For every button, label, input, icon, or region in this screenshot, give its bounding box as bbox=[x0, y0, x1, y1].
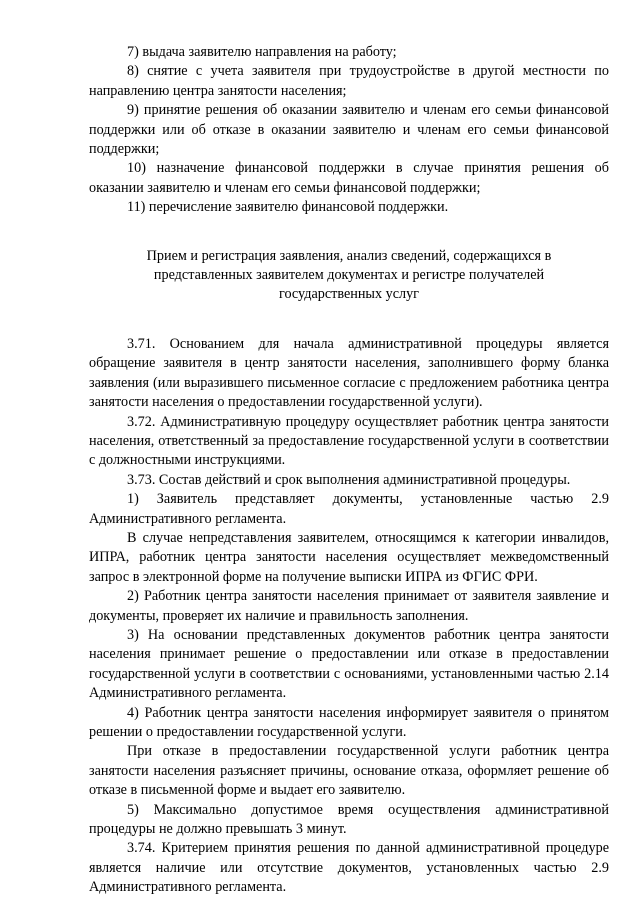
paragraph: 3.74. Критерием принятия решения по данной административной процедуре является наличие или отсутствие документов, установленных частью 2.9 Административного регламента. bbox=[89, 840, 609, 896]
heading-line: представленных заявителем документах и регистре получателей bbox=[153, 267, 545, 284]
list-item: 8) снятие с учета заявителя при трудоустройстве в другой местности по направлению центра занятости населения; bbox=[89, 63, 609, 99]
paragraph: 3) На основании представленных документов работник центра занятости населения принимает решение о предоставлении или отказе в предоставлении государственной услуги в соответствии с основаниями, установленными частью 2.14 Административного регламента. bbox=[89, 626, 609, 702]
paragraph: 5) Максимально допустимое время осуществления административной процедуры не должно превышать 3 минут. bbox=[89, 801, 609, 838]
list-item: 9) принятие решения об оказании заявителю и членам его семьи финансовой поддержки или об отказе в оказании заявителю и членам его семьи финансовой поддержки; bbox=[89, 102, 609, 158]
list-item: 10) назначение финансовой поддержки в случае принятия решения об оказании заявителю и членам его семьи финансовой поддержки; bbox=[89, 160, 609, 196]
paragraph: 4) Работник центра занятости населения информирует заявителя о принятом решении о предоставлении государственной услуги. bbox=[89, 704, 609, 740]
paragraph: В случае непредставления заявителем, относящимся к категории инвалидов, ИПРА, работник центра занятости населения осуществляет межведомственный запрос в электронной форме на получение выписки ИПРА из ФГИС ФРИ. bbox=[89, 529, 609, 585]
heading-line: Прием и регистрация заявления, анализ сведений, содержащихся в bbox=[146, 247, 552, 264]
list-item: 7) выдача заявителю направления на работу; bbox=[127, 44, 397, 60]
paragraph: При отказе в предоставлении государственной услуги работник центра занятости населения разъясняет причины, основание отказа, оформляет решение об отказе в письменной форме и выдает его заявителю. bbox=[89, 743, 609, 799]
paragraph: 1) Заявитель представляет документы, установленные частью 2.9 Административного регламента. bbox=[89, 491, 609, 527]
paragraph: 3.71. Основанием для начала административной процедуры является обращение заявителя в центр занятости населения, заполнившего форму бланка заявления (или выразившего письменное согласие с предложением работника центра занятости населения о предоставлении государственной услуги). bbox=[89, 335, 609, 411]
section-heading bbox=[89, 247, 609, 305]
document-page bbox=[89, 43, 609, 898]
paragraph: 3.73. Состав действий и срок выполнения административной процедуры. bbox=[127, 471, 571, 488]
list-item: 11) перечисление заявителю финансовой поддержки. bbox=[127, 199, 449, 216]
paragraph: 2) Работник центра занятости населения принимает от заявителя заявление и документы, проверяет их наличие и правильность заполнения. bbox=[89, 588, 609, 624]
paragraph: 3.72. Административную процедуру осуществляет работник центра занятости населения, ответственный за предоставление государственной услуги в соответствии с должностными инструкциями. bbox=[89, 413, 609, 469]
heading-line: государственных услуг bbox=[279, 286, 419, 303]
